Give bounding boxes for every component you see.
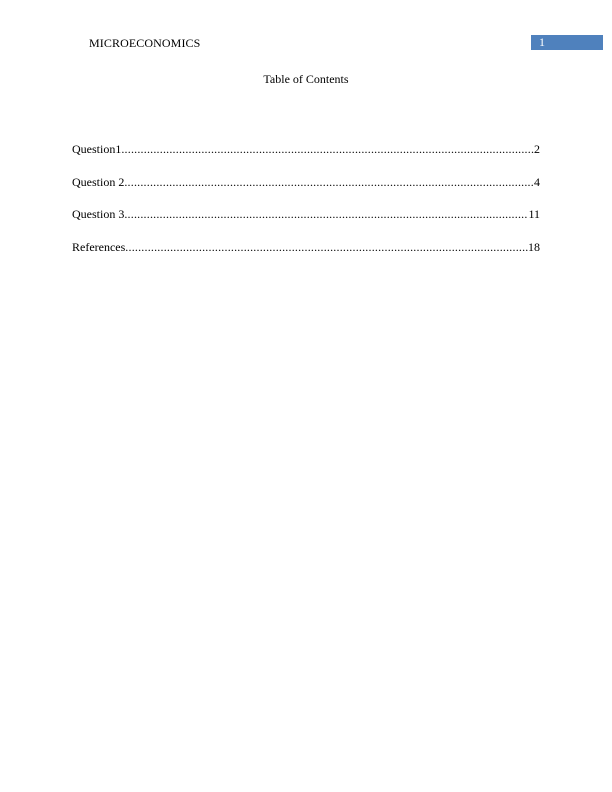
toc-entry-label: References (72, 239, 126, 254)
toc-entry-page: 2 (534, 142, 540, 156)
toc-dot-leader (121, 142, 534, 156)
toc-entry-page: 4 (534, 174, 540, 189)
toc-title: Table of Contents (263, 72, 349, 86)
page-number: 1 (539, 35, 545, 49)
toc-entry-label: Question 2 (72, 174, 125, 189)
toc-entry-question-2[interactable] (72, 175, 540, 189)
toc-dot-leader (124, 207, 528, 221)
toc-entry-references[interactable] (72, 240, 540, 254)
toc-entry-page: 11 (528, 207, 540, 221)
toc-entry-question-3[interactable] (72, 207, 540, 221)
toc-entry-question-1[interactable] (72, 142, 540, 156)
running-head: MICROECONOMICS (89, 36, 201, 50)
toc-list (72, 142, 540, 272)
page-number-badge (531, 35, 603, 50)
toc-entry-label: Question 3 (72, 207, 125, 221)
toc-dot-leader (124, 175, 534, 189)
toc-entry-page: 18 (528, 239, 540, 254)
toc-entry-label: Question1 (72, 142, 122, 156)
toc-dot-leader (125, 240, 528, 254)
